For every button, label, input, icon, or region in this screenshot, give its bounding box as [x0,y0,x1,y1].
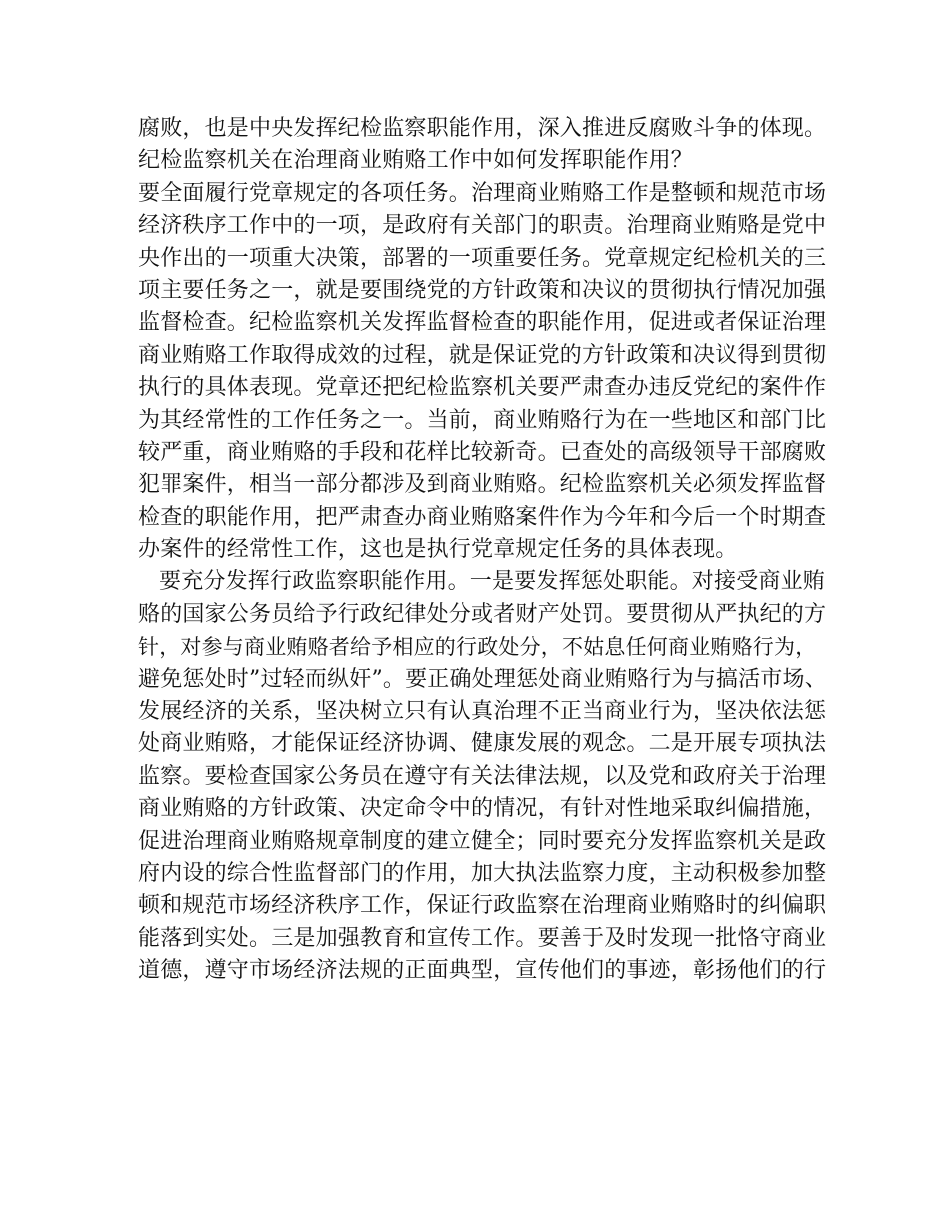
text-line: 商业贿赂工作取得成效的过程，就是保证党的方针政策和决议得到贯彻 [138,342,827,368]
section-heading-line: 纪检监察机关在治理商业贿赂工作中如何发挥职能作用？ [138,148,694,174]
paragraph-start-line: 要充分发挥行政监察职能作用。一是要发挥惩处职能。对接受商业贿 [159,569,826,595]
text-line: 府内设的综合性监督部门的作用，加大执法监察力度，主动积极参加整 [138,860,827,886]
text-line: 监察。要检查国家公务员在遵守有关法律法规，以及党和政府关于治理 [138,763,827,789]
text-line: 赂的国家公务员给予行政纪律处分或者财产处罚。要贯彻从严执纪的方 [138,601,827,627]
text-line: 道德，遵守市场经济法规的正面典型，宣传他们的事迹，彰扬他们的行 [138,958,827,984]
text-line: 能落到实处。三是加强教育和宣传工作。要善于及时发现一批恪守商业 [138,925,827,951]
text-line: 发展经济的关系，坚决树立只有认真治理不正当商业行为，坚决依法惩 [138,699,827,725]
text-line: 较严重，商业贿赂的手段和花样比较新奇。已查处的高级领导干部腐败 [138,439,827,465]
text-line: 犯罪案件，相当一部分都涉及到商业贿赂。纪检监察机关必须发挥监督 [138,472,827,498]
text-line: 经济秩序工作中的一项，是政府有关部门的职责。治理商业贿赂是党中 [138,213,827,239]
text-line: 要全面履行党章规定的各项任务。治理商业贿赂工作是整顿和规范市场 [138,180,827,206]
text-line: 办案件的经常性工作，这也是执行党章规定任务的具体表现。 [138,537,738,563]
text-line: 执行的具体表现。党章还把纪检监察机关要严肃查办违反党纪的案件作 [138,375,827,401]
text-line: 央作出的一项重大决策，部署的一项重要任务。党章规定纪检机关的三 [138,245,827,271]
text-line: 促进治理商业贿赂规章制度的建立健全；同时要充分发挥监察机关是政 [138,828,827,854]
text-line: 项主要任务之一，就是要围绕党的方针政策和决议的贯彻执行情况加强 [138,277,827,303]
text-line: 检查的职能作用，把严肃查办商业贿赂案件作为今年和今后一个时期查 [138,504,827,530]
text-line: 为其经常性的工作任务之一。当前，商业贿赂行为在一些地区和部门比 [138,407,827,433]
text-line: 避免惩处时”过轻而纵奸”。要正确处理惩处商业贿赂行为与搞活市场、 [138,666,827,692]
body-text [138,113,828,988]
text-line: 顿和规范市场经济秩序工作，保证行政监察在治理商业贿赂时的纠偏职 [138,893,827,919]
text-line: 针，对参与商业贿赂者给予相应的行政处分，不姑息任何商业贿赂行为， [138,635,817,660]
text-line: 监督检查。纪检监察机关发挥监督检查的职能作用，促进或者保证治理 [138,310,827,336]
text-line: 腐败，也是中央发挥纪检监察职能作用，深入推进反腐败斗争的体现。 [138,116,827,141]
text-line: 处商业贿赂，才能保证经济协调、健康发展的观念。二是开展专项执法 [138,731,827,757]
text-line: 商业贿赂的方针政策、决定命令中的情况，有针对性地采取纠偏措施， [138,796,827,822]
